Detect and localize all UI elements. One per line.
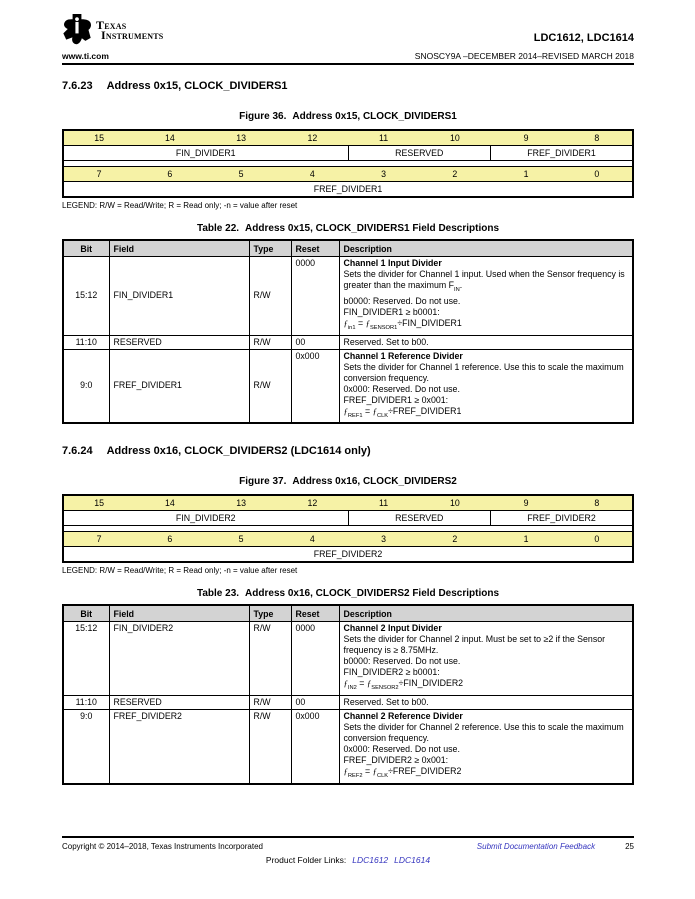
figure-caption xyxy=(62,111,634,122)
column-header-reset: Reset xyxy=(291,605,339,622)
column-header-type: Type xyxy=(249,240,291,257)
bit-number-cell: 14 xyxy=(134,130,205,146)
bit-number-cell: 15 xyxy=(63,130,134,146)
bit-number-cell: 10 xyxy=(419,130,490,146)
description-cell: Channel 1 Reference Divider Sets the divider for Channel 1 reference. Use this to scale the maximum conversion frequency. 0x000: Reserved. Do not use. FREF_DIVIDER1 ≥ 0x001: $ƒ_{REF1}$ = $ƒ_{CLK}\div FREF\_DIVIDER1$ xyxy=(339,349,633,423)
bit-number-cell: 14 xyxy=(134,495,205,511)
bit-cell: 9:0 xyxy=(63,349,109,423)
bit-number-row xyxy=(63,167,633,182)
register-field-row xyxy=(63,146,633,161)
field-description-row xyxy=(63,696,633,710)
bit-number-cell: 13 xyxy=(206,130,277,146)
bit-number-cell: 12 xyxy=(277,495,348,511)
field-cell: FREF_DIVIDER2 xyxy=(109,710,249,784)
table-title: Address 0x16, CLOCK_DIVIDERS2 Field Descriptions xyxy=(245,588,500,600)
type-cell: R/W xyxy=(249,349,291,423)
description-cell: Channel 1 Input Divider Sets the divider for Channel 1 input. Used when the Sensor frequency is greater than the maximum $F_{IN}$. b0000: Reserved. Do not use. FIN_DIVIDER1 ≥ b0001: $ƒ_{in1}$ = $ƒ_{SENSOR1}\div FIN\_DIVIDER1$ xyxy=(339,257,633,336)
bit-number-cell: 5 xyxy=(206,167,277,182)
bit-number-cell: 10 xyxy=(419,495,490,511)
copyright-text: Copyright © 2014–2018, Texas Instruments Incorporated xyxy=(62,842,263,851)
field-cell: FIN_DIVIDER1 xyxy=(109,257,249,336)
section-title: Address 0x15, CLOCK_DIVIDERS1 xyxy=(106,80,288,92)
submit-feedback-link[interactable]: Submit Documentation Feedback xyxy=(476,842,596,851)
bit-number-cell: 7 xyxy=(63,532,134,547)
figure-label: Figure 36. xyxy=(239,111,287,122)
reset-cell: 0000 xyxy=(291,622,339,696)
ti-wordmark-line1: Texas xyxy=(96,18,127,32)
figure-title: Address 0x16, CLOCK_DIVIDERS2 xyxy=(292,476,457,488)
column-header-reset: Reset xyxy=(291,240,339,257)
bit-number-cell: 6 xyxy=(134,532,205,547)
bit-number-cell: 8 xyxy=(562,130,633,146)
table-label: Table 22. xyxy=(196,223,240,234)
doc-code: SNOSCY9A –DECEMBER 2014–REVISED MARCH 2018 xyxy=(414,51,634,61)
reset-cell: 0x000 xyxy=(291,710,339,784)
page-header xyxy=(62,0,634,65)
register-bit-table xyxy=(62,494,634,563)
description-cell: Reserved. Set to b00. xyxy=(339,335,633,349)
page-number: 25 xyxy=(625,842,634,851)
column-header-bit: Bit xyxy=(63,240,109,257)
register-field-cell: RESERVED xyxy=(348,146,491,161)
register-field-cell: FIN_DIVIDER2 xyxy=(63,511,348,526)
column-header-bit: Bit xyxy=(63,605,109,622)
field-description-row xyxy=(63,710,633,784)
figure-title: Address 0x15, CLOCK_DIVIDERS1 xyxy=(292,111,457,122)
reset-cell: 00 xyxy=(291,335,339,349)
reset-cell: 00 xyxy=(291,696,339,710)
type-cell: R/W xyxy=(249,622,291,696)
field-description-row xyxy=(63,257,633,336)
ti-logo xyxy=(62,13,163,45)
bit-number-cell: 8 xyxy=(562,495,633,511)
bit-number-row xyxy=(63,532,633,547)
section-clock-dividers2 xyxy=(62,445,634,785)
bit-number-cell: 1 xyxy=(491,532,562,547)
bit-number-cell: 4 xyxy=(277,167,348,182)
type-cell: R/W xyxy=(249,257,291,336)
bit-number-cell: 3 xyxy=(348,167,419,182)
section-number: 7.6.23 xyxy=(62,80,93,92)
bit-cell: 15:12 xyxy=(63,257,109,336)
reset-cell: 0x000 xyxy=(291,349,339,423)
section-title: Address 0x16, CLOCK_DIVIDERS2 (LDC1614 only) xyxy=(106,445,371,458)
figure-caption xyxy=(62,476,634,487)
column-header-field: Field xyxy=(109,240,249,257)
ti-bug-icon xyxy=(62,13,92,45)
product-link-ldc1614[interactable]: LDC1614 xyxy=(394,855,431,865)
field-cell: RESERVED xyxy=(109,335,249,349)
table-caption xyxy=(62,223,634,234)
column-header-field: Field xyxy=(109,605,249,622)
ti-wordmark-line2: Instruments xyxy=(101,28,164,42)
bit-number-cell: 11 xyxy=(348,130,419,146)
bit-number-cell: 13 xyxy=(206,495,277,511)
register-legend: LEGEND: R/W = Read/Write; R = Read only; -n = value after reset xyxy=(62,201,298,210)
type-cell: R/W xyxy=(249,696,291,710)
description-cell: Reserved. Set to b00. xyxy=(339,696,633,710)
bit-cell: 9:0 xyxy=(63,710,109,784)
section-heading xyxy=(62,445,634,457)
register-field-cell: FIN_DIVIDER1 xyxy=(63,146,348,161)
bit-number-cell: 5 xyxy=(206,532,277,547)
register-field-row xyxy=(63,182,633,198)
type-cell: R/W xyxy=(249,335,291,349)
field-description-table xyxy=(62,239,634,424)
page-body xyxy=(62,80,634,785)
bit-cell: 11:10 xyxy=(63,335,109,349)
bit-cell: 11:10 xyxy=(63,696,109,710)
bit-number-cell: 9 xyxy=(491,130,562,146)
register-field-row xyxy=(63,547,633,563)
desc-table-header-row xyxy=(63,240,633,257)
bit-number-cell: 12 xyxy=(277,130,348,146)
product-link-ldc1612[interactable]: LDC1612 xyxy=(352,855,389,865)
register-field-cell: FREF_DIVIDER2 xyxy=(491,511,634,526)
bit-number-cell: 0 xyxy=(562,532,633,547)
type-cell: R/W xyxy=(249,710,291,784)
ti-wordmark xyxy=(96,20,163,40)
register-field-cell: FREF_DIVIDER2 xyxy=(63,547,633,563)
header-rule xyxy=(62,63,634,65)
footer-rule xyxy=(62,836,634,838)
field-description-table xyxy=(62,604,634,785)
section-number: 7.6.24 xyxy=(62,445,93,458)
table-title: Address 0x15, CLOCK_DIVIDERS1 Field Descriptions xyxy=(245,223,500,234)
field-cell: RESERVED xyxy=(109,696,249,710)
bit-number-cell: 11 xyxy=(348,495,419,511)
register-field-row xyxy=(63,511,633,526)
table-caption xyxy=(62,588,634,599)
product-folder-links xyxy=(62,855,634,865)
bit-number-cell: 2 xyxy=(419,532,490,547)
bit-number-cell: 1 xyxy=(491,167,562,182)
website-link[interactable]: www.ti.com xyxy=(62,51,109,61)
field-description-row xyxy=(63,349,633,423)
bit-number-cell: 0 xyxy=(562,167,633,182)
column-header-description: Description xyxy=(339,240,633,257)
section-clock-dividers1 xyxy=(62,80,634,424)
register-field-cell: RESERVED xyxy=(348,511,491,526)
desc-table-header-row xyxy=(63,605,633,622)
register-legend: LEGEND: R/W = Read/Write; R = Read only; -n = value after reset xyxy=(62,566,298,576)
field-cell: FREF_DIVIDER1 xyxy=(109,349,249,423)
bit-number-cell: 6 xyxy=(134,167,205,182)
bit-number-cell: 7 xyxy=(63,167,134,182)
field-description-row xyxy=(63,335,633,349)
register-field-cell: FREF_DIVIDER1 xyxy=(491,146,634,161)
product-links-label: Product Folder Links: xyxy=(265,855,347,865)
section-heading xyxy=(62,80,634,92)
description-cell: Channel 2 Input Divider Sets the divider for Channel 2 input. Must be set to ≥2 if the Sensor frequency is ≥ 8.75MHz. b0000: Reserved. Do not use. FIN_DIVIDER2 ≥ b0001: $ƒ_{IN2}$ = $ƒ_{SENSOR2}\div FIN\_DIVIDER2$ xyxy=(339,622,633,696)
field-cell: FIN_DIVIDER2 xyxy=(109,622,249,696)
figure-label: Figure 37. xyxy=(239,476,287,488)
bit-number-row xyxy=(63,495,633,511)
page-footer xyxy=(62,836,634,865)
register-bit-table xyxy=(62,129,634,198)
bit-number-cell: 3 xyxy=(348,532,419,547)
column-header-type: Type xyxy=(249,605,291,622)
product-title: LDC1612, LDC1614 xyxy=(533,32,634,44)
bit-number-cell: 2 xyxy=(419,167,490,182)
field-description-row xyxy=(63,622,633,696)
column-header-description: Description xyxy=(339,605,633,622)
table-label: Table 23. xyxy=(196,588,240,600)
register-field-cell: FREF_DIVIDER1 xyxy=(63,182,633,198)
bit-number-cell: 9 xyxy=(491,495,562,511)
bit-number-cell: 15 xyxy=(63,495,134,511)
reset-cell: 0000 xyxy=(291,257,339,336)
bit-number-cell: 4 xyxy=(277,532,348,547)
description-cell: Channel 2 Reference Divider Sets the divider for Channel 2 reference. Use this to scale the maximum conversion frequency. 0x000: Reserved. Do not use. FREF_DIVIDER2 ≥ 0x001: $ƒ_{REF2}$ = $ƒ_{CLK}\div FREF\_DIVIDER2$ xyxy=(339,710,633,784)
bit-number-row xyxy=(63,130,633,146)
bit-cell: 15:12 xyxy=(63,622,109,696)
